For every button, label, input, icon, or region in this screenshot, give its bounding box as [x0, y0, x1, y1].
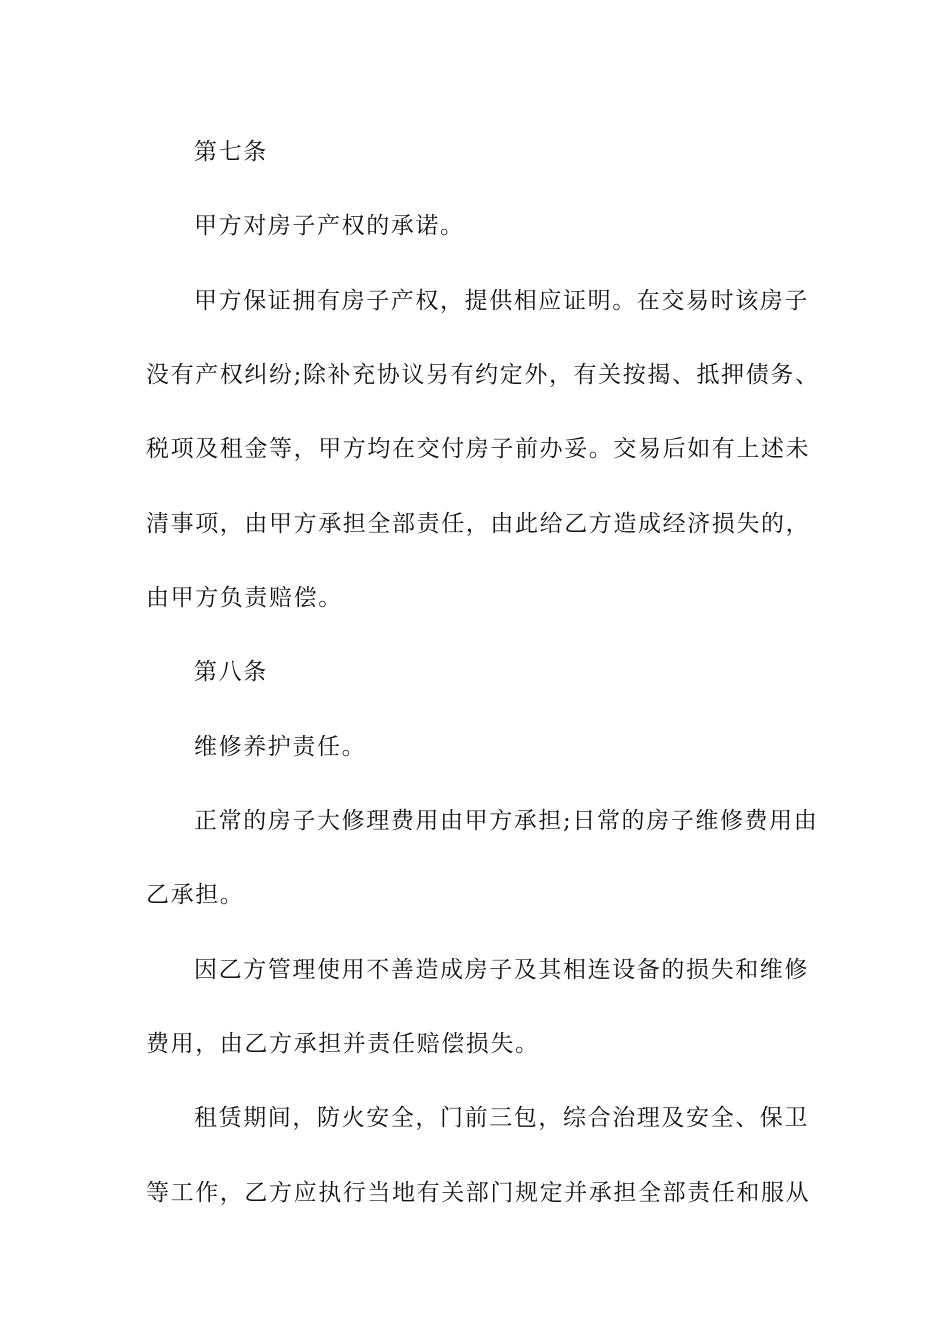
- paragraph-line: 没有产权纠纷;除补充协议另有约定外，有关按揭、抵押债务、: [146, 362, 820, 388]
- paragraph-line: 由甲方负责赔偿。: [146, 585, 343, 611]
- paragraph-line: 甲方保证拥有房子产权，提供相应证明。在交易时该房子: [194, 288, 809, 314]
- paragraph-line: 等工作，乙方应执行当地有关部门规定并承担全部责任和服从: [146, 1180, 811, 1206]
- article-8-title: 维修养护责任。: [194, 734, 367, 760]
- paragraph-line: 费用，由乙方承担并责任赔偿损失。: [146, 1031, 540, 1057]
- article-7-title: 甲方对房子产权的承诺。: [194, 213, 465, 239]
- paragraph-line: 租赁期间，防火安全，门前三包，综合治理及安全、保卫: [194, 1105, 809, 1131]
- paragraph-line: 税项及租金等，甲方均在交付房子前办妥。交易后如有上述未: [146, 436, 811, 462]
- paragraph-line: 清事项，由甲方承担全部责任，由此给乙方造成经济损失的，: [146, 511, 811, 537]
- article-7-heading: 第七条: [194, 139, 268, 165]
- article-8-heading: 第八条: [194, 659, 268, 685]
- paragraph-line: 因乙方管理使用不善造成房子及其相连设备的损失和维修: [194, 957, 809, 983]
- paragraph-line: 正常的房子大修理费用由甲方承担;日常的房子维修费用由: [194, 808, 819, 834]
- paragraph-line: 乙承担。: [146, 882, 245, 908]
